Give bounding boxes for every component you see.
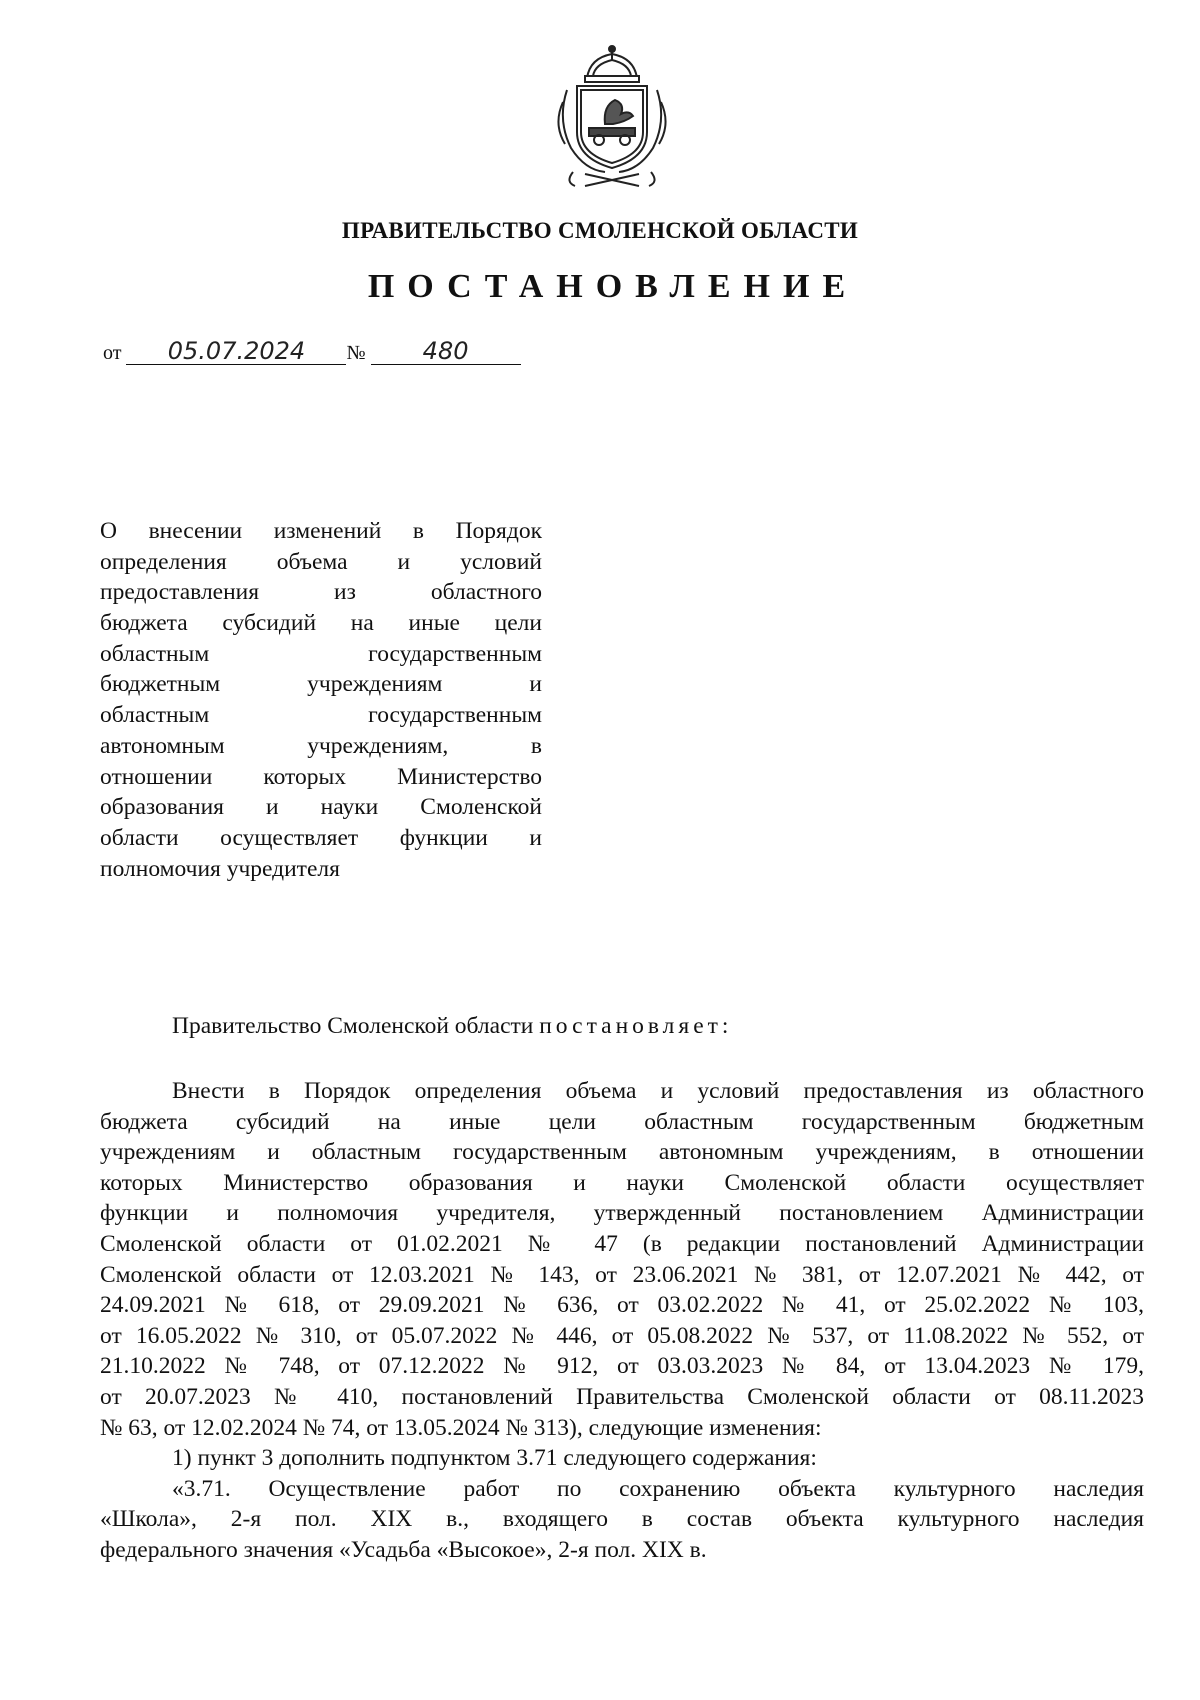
body-line: № 63, от 12.02.2024 № 74, от 13.05.2024 № 313), следующие изменения: bbox=[100, 1414, 822, 1441]
preamble bbox=[172, 1013, 732, 1040]
body-text bbox=[100, 1076, 1144, 1566]
date-number-line bbox=[103, 338, 521, 365]
document-number: 480 bbox=[371, 338, 521, 365]
title-line: автономным учреждениям, в bbox=[100, 732, 542, 759]
document-date: 05.07.2024 bbox=[126, 338, 346, 365]
body-line: «Школа», 2-я пол. XIX в., входящего в состав объекта культурного наследия bbox=[100, 1506, 1144, 1533]
title-line: определения объема и условий bbox=[100, 548, 542, 575]
document-type: ПОСТАНОВЛЕНИЕ bbox=[367, 268, 859, 305]
title-line: бюджета субсидий на иные цели bbox=[100, 610, 542, 637]
body-line: 1) пункт 3 дополнить подпунктом 3.71 следующего содержания: bbox=[172, 1445, 817, 1472]
title-line: предоставления из областного bbox=[100, 579, 542, 606]
number-label: № bbox=[346, 342, 366, 364]
body-line: учреждениям и областным государственным автономным учреждениям, в отношении bbox=[100, 1139, 1144, 1166]
title-line: бюджетным учреждениям и bbox=[100, 671, 542, 698]
title-line: О внесении изменений в Порядок bbox=[100, 518, 542, 544]
preamble-decree-word: постановляет: bbox=[539, 1013, 733, 1039]
body-line: которых Министерство образования и науки Смоленской области осуществляет bbox=[100, 1169, 1144, 1196]
title-line: полномочия учредителя bbox=[100, 855, 340, 882]
body-line: «3.71. Осуществление работ по сохранению объекта культурного наследия bbox=[172, 1475, 1144, 1502]
body-line: функции и полномочия учредителя, утвержденный постановлением Администрации bbox=[100, 1200, 1144, 1227]
coat-of-arms-emblem bbox=[545, 40, 680, 190]
document-title bbox=[100, 516, 542, 884]
body-line: федерального значения «Усадьба «Высокое», 2-я пол. XIX в. bbox=[100, 1536, 707, 1563]
body-line: Внести в Порядок определения объема и условий предоставления из областного bbox=[172, 1078, 1144, 1104]
title-line: областным государственным bbox=[100, 640, 542, 667]
title-line: отношении которых Министерство bbox=[100, 763, 542, 790]
body-line: бюджета субсидий на иные цели областным государственным бюджетным bbox=[100, 1108, 1144, 1135]
body-line: Смоленской области от 12.03.2021 № 143, от 23.06.2021 № 381, от 12.07.2021 № 442, от bbox=[100, 1261, 1144, 1288]
title-line: области осуществляет функции и bbox=[100, 824, 542, 851]
body-line: от 16.05.2022 № 310, от 05.07.2022 № 446, от 05.08.2022 № 537, от 11.08.2022 № 552, от bbox=[100, 1322, 1144, 1349]
organization-name: ПРАВИТЕЛЬСТВО СМОЛЕНСКОЙ ОБЛАСТИ bbox=[341, 218, 859, 243]
preamble-text: Правительство Смоленской области bbox=[172, 1013, 540, 1039]
body-line: от 20.07.2023 № 410, постановлений Правительства Смоленской области от 08.11.2023 bbox=[100, 1383, 1144, 1410]
body-line: 24.09.2021 № 618, от 29.09.2021 № 636, от 03.02.2022 № 41, от 25.02.2022 № 103, bbox=[100, 1292, 1144, 1319]
from-label: от bbox=[103, 342, 122, 364]
title-line: образования и науки Смоленской bbox=[100, 794, 542, 821]
title-line: областным государственным bbox=[100, 702, 542, 729]
body-line: Смоленской области от 01.02.2021 № 47 (в редакции постановлений Администрации bbox=[100, 1230, 1144, 1257]
body-line: 21.10.2022 № 748, от 07.12.2022 № 912, от 03.03.2023 № 84, от 13.04.2023 № 179, bbox=[100, 1353, 1144, 1380]
